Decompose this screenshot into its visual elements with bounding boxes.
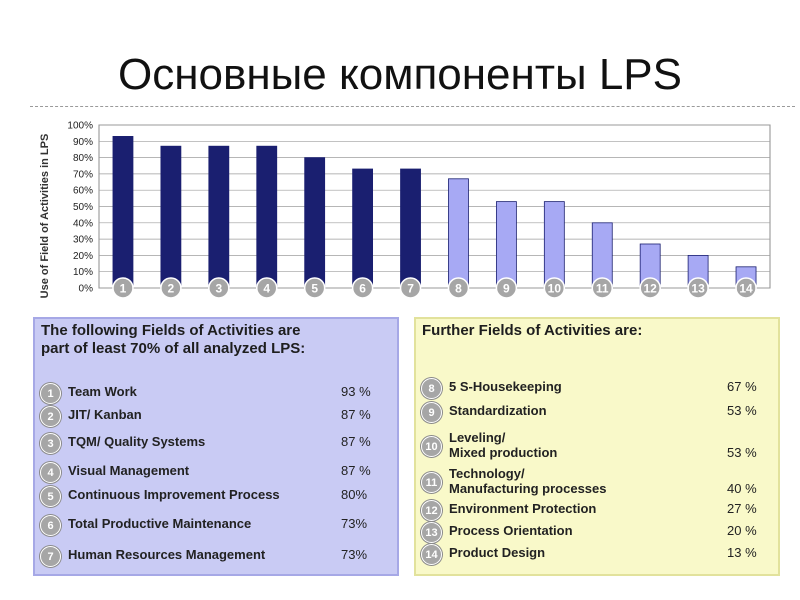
x-tick-label: 1 [119, 281, 127, 296]
primary-heading-line1: The following Fields of Activities are [41, 322, 301, 339]
y-tick-label: 70% [72, 169, 93, 181]
field-percentage: 87 % [341, 434, 371, 449]
field-label: 5 S-Housekeeping [449, 379, 562, 394]
field-percentage: 93 % [341, 384, 371, 399]
y-axis-ticks [67, 121, 93, 295]
y-tick-label: 60% [72, 185, 93, 197]
number-badge: 11 [421, 472, 442, 493]
primary-panel-heading [41, 322, 305, 358]
x-tick-label: 4 [263, 281, 271, 296]
field-percentage: 13 % [727, 545, 757, 560]
field-percentage: 67 % [727, 379, 757, 394]
x-tick-label: 6 [359, 281, 366, 296]
number-badge: 6 [40, 515, 61, 536]
primary-fields-panel [33, 317, 399, 576]
bar-4 [257, 146, 277, 288]
y-tick-label: 50% [72, 202, 93, 213]
field-label: Human Resources Management [68, 547, 266, 562]
number-badge: 12 [421, 500, 442, 521]
x-tick-label: 14 [739, 281, 753, 296]
field-label-line2: Manufacturing processes [449, 481, 607, 496]
x-tick-label: 10 [547, 281, 562, 296]
field-label: TQM/ Quality Systems [68, 434, 206, 449]
y-axis-label: Use of Field of Activities in LPS [39, 133, 51, 299]
field-percentage: 40 % [727, 481, 757, 496]
field-percentage: 73% [341, 547, 368, 562]
number-badge: 10 [421, 436, 442, 457]
bar-2 [161, 146, 181, 288]
y-tick-label: 40% [72, 218, 93, 230]
number-badge: 14 [421, 544, 442, 565]
field-label: Continuous Improvement Process [68, 487, 280, 502]
x-tick-label: 8 [455, 281, 462, 296]
slide-title: Основные компоненты LPS [118, 50, 682, 99]
further-fields-panel [414, 317, 780, 576]
field-percentage: 87 % [341, 407, 371, 422]
field-label-line2: Mixed production [449, 445, 558, 460]
x-tick-label: 11 [595, 281, 609, 296]
x-tick-label: 9 [503, 281, 510, 296]
number-badge: 7 [40, 546, 61, 567]
bar-3 [209, 146, 229, 288]
field-label: Team Work [68, 384, 137, 399]
y-tick-label: 80% [72, 153, 93, 165]
field-label: Product Design [449, 545, 546, 560]
bar-chart [0, 112, 800, 312]
bar-5 [305, 158, 325, 288]
y-tick-label: 100% [67, 120, 93, 132]
title-divider [30, 106, 795, 107]
y-tick-label: 30% [72, 234, 93, 246]
x-tick-label: 2 [167, 281, 175, 296]
field-label: Technology/ [449, 466, 525, 481]
number-badge: 13 [421, 522, 442, 543]
field-label: Environment Protection [449, 501, 597, 516]
x-tick-label: 3 [215, 281, 223, 296]
field-label: Leveling/ [449, 430, 506, 445]
number-badge: 4 [40, 462, 61, 483]
bar-1 [113, 136, 133, 288]
x-tick-label: 7 [407, 281, 414, 296]
y-tick-label: 90% [72, 136, 93, 148]
bar-7 [401, 169, 421, 288]
number-badge: 1 [40, 383, 61, 404]
field-label: JIT/ Kanban [68, 407, 142, 422]
field-percentage: 73% [341, 516, 368, 531]
field-percentage: 80% [341, 487, 368, 502]
x-tick-label: 13 [691, 281, 705, 296]
number-badge: 2 [40, 406, 61, 427]
y-tick-label: 0% [78, 283, 93, 295]
field-label: Process Orientation [449, 523, 573, 538]
number-badge: 9 [421, 402, 442, 423]
further-panel-heading: Further Fields of Activities are: [422, 322, 643, 339]
field-percentage: 20 % [727, 523, 757, 538]
field-label: Standardization [449, 403, 547, 418]
bar-8 [448, 179, 468, 288]
field-label: Visual Management [68, 463, 190, 478]
x-tick-label: 12 [643, 281, 657, 296]
bar-9 [496, 202, 516, 288]
field-percentage: 27 % [727, 501, 757, 516]
number-badge: 3 [40, 433, 61, 454]
primary-heading-line2: part of least 70% of all analyzed LPS: [41, 340, 306, 357]
y-tick-label: 20% [72, 250, 93, 262]
field-percentage: 87 % [341, 463, 371, 478]
x-tick-label: 5 [311, 281, 319, 296]
field-percentage: 53 % [727, 403, 757, 418]
y-tick-label: 10% [72, 267, 93, 279]
field-label: Total Productive Maintenance [68, 516, 252, 531]
bar-6 [353, 169, 373, 288]
number-badge: 5 [40, 486, 61, 507]
bar-10 [544, 202, 564, 288]
field-percentage: 53 % [727, 445, 757, 460]
number-badge: 8 [421, 378, 442, 399]
